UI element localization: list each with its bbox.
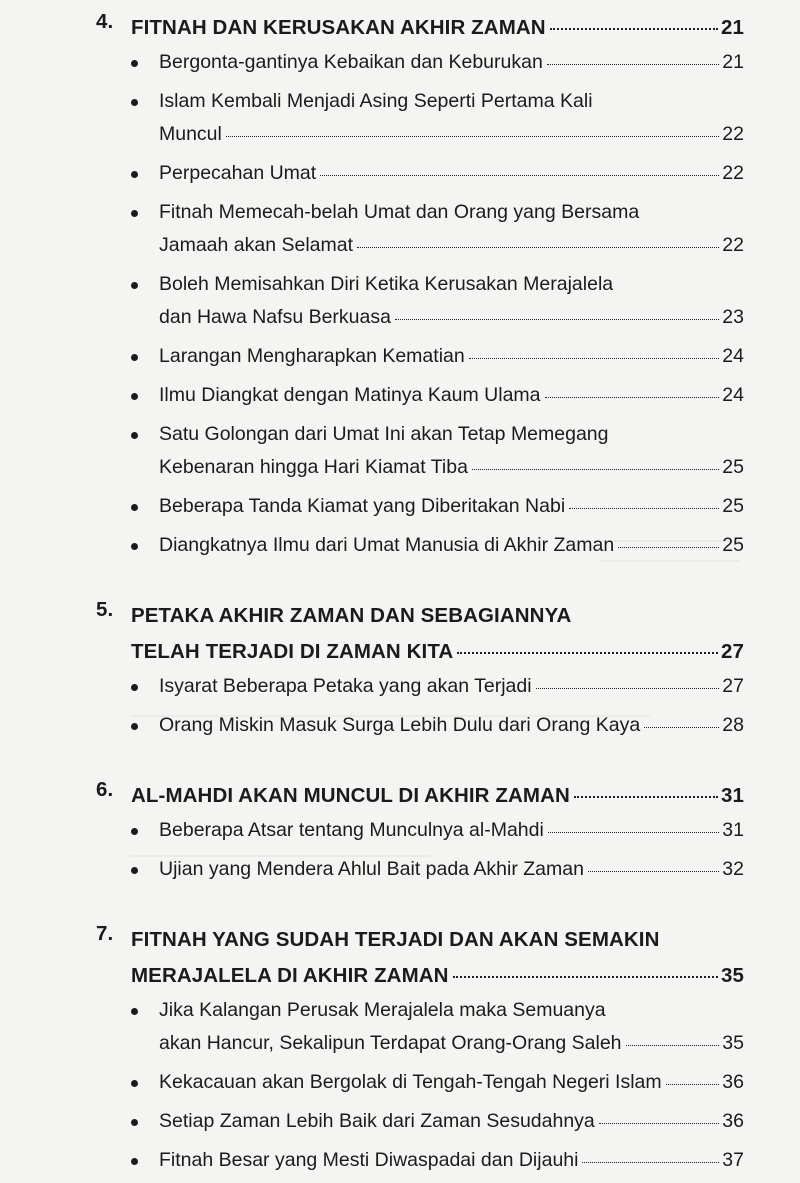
chapter-page-number: 35 xyxy=(720,964,744,987)
bullet-icon xyxy=(131,684,138,691)
subitem-line xyxy=(159,1066,744,1099)
toc-subitem[interactable] xyxy=(131,670,744,703)
dot-leader xyxy=(457,652,718,654)
subitem-title: Isyarat Beberapa Petaka yang akan Terjadi xyxy=(159,675,532,697)
dot-leader xyxy=(226,136,719,137)
toc-chapter xyxy=(0,10,800,562)
toc-subitem[interactable] xyxy=(131,85,744,151)
bullet-icon xyxy=(131,1008,138,1015)
chapter-heading[interactable] xyxy=(96,10,744,46)
toc-subitem[interactable] xyxy=(131,1066,744,1099)
bullet-icon xyxy=(131,432,138,439)
toc-chapter xyxy=(0,598,800,742)
subitem-page-number: 22 xyxy=(722,234,744,256)
subitem-title: Jika Kalangan Perusak Merajalela maka Semuanya xyxy=(159,999,606,1021)
toc-subitem[interactable] xyxy=(131,196,744,262)
dot-leader xyxy=(545,397,720,398)
chapter-spacer xyxy=(0,568,800,598)
subitem-title: Perpecahan Umat xyxy=(159,162,317,184)
dot-leader xyxy=(569,508,719,509)
subitem-page-number: 36 xyxy=(722,1071,744,1093)
chapter-spacer xyxy=(0,892,800,922)
dot-leader xyxy=(626,1045,720,1046)
dot-leader xyxy=(550,28,718,30)
dot-leader xyxy=(547,64,720,65)
dot-leader xyxy=(574,796,718,798)
toc-subitem[interactable] xyxy=(131,157,744,190)
subitem-title: akan Hancur, Sekalipun Terdapat Orang-Orang Saleh xyxy=(159,1032,622,1054)
subitem-title: Ujian yang Mendera Ahlul Bait pada Akhir Zaman xyxy=(159,858,584,880)
bullet-icon xyxy=(131,171,138,178)
subitem-line xyxy=(159,301,744,334)
chapter-title-line xyxy=(96,10,744,46)
subitem-title: dan Hawa Nafsu Berkuasa xyxy=(159,306,391,328)
toc-subitem[interactable] xyxy=(131,814,744,847)
chapter-spacer xyxy=(0,748,800,778)
dot-leader xyxy=(357,247,719,248)
subitem-title: Beberapa Atsar tentang Munculnya al-Mahdi xyxy=(159,819,544,841)
subitem-line xyxy=(159,1105,744,1138)
subitem-title: Islam Kembali Menjadi Asing Seperti Pertama Kali xyxy=(159,90,593,112)
subitem-line xyxy=(159,529,744,562)
toc-subitem[interactable] xyxy=(131,853,744,886)
chapter-title-line xyxy=(96,778,744,814)
chapter-number: 5. xyxy=(96,598,114,621)
subitem-line xyxy=(159,670,744,703)
subitem-line xyxy=(159,1144,744,1177)
subitem-page-number: 24 xyxy=(722,384,744,406)
subitem-title: Larangan Mengharapkan Kematian xyxy=(159,345,465,367)
subitem-title: Fitnah Memecah-belah Umat dan Orang yang Bersama xyxy=(159,201,640,223)
subitem-page-number: 35 xyxy=(722,1032,744,1054)
dot-leader xyxy=(582,1162,719,1163)
subitem-page-number: 27 xyxy=(722,675,744,697)
chapter-page-number: 27 xyxy=(720,640,744,663)
subitem-line xyxy=(159,229,744,262)
table-of-contents xyxy=(0,10,800,1183)
toc-chapter xyxy=(0,922,800,1177)
subitem-line xyxy=(159,853,744,886)
dot-leader xyxy=(472,469,719,470)
subitem-line xyxy=(159,814,744,847)
chapter-heading[interactable] xyxy=(96,778,744,814)
subitem-line xyxy=(159,490,744,523)
subitem-page-number: 22 xyxy=(722,123,744,145)
subitem-page-number: 22 xyxy=(722,162,744,184)
subitem-title: Boleh Memisahkan Diri Ketika Kerusakan Merajalela xyxy=(159,273,614,295)
bullet-icon xyxy=(131,828,138,835)
chapter-title-line xyxy=(96,634,744,670)
subitem-page-number: 25 xyxy=(722,534,744,556)
subitem-line xyxy=(159,1027,744,1060)
bullet-icon xyxy=(131,543,138,550)
chapter-number: 4. xyxy=(96,10,114,33)
toc-chapter xyxy=(0,778,800,886)
toc-subitem[interactable] xyxy=(131,1105,744,1138)
subitem-page-number: 28 xyxy=(722,714,744,736)
subitem-line xyxy=(159,157,744,190)
subitem-title: Setiap Zaman Lebih Baik dari Zaman Sesudahnya xyxy=(159,1110,595,1132)
subitem-page-number: 23 xyxy=(722,306,744,328)
bullet-icon xyxy=(131,1119,138,1126)
subitem-line xyxy=(159,451,744,484)
chapter-page-number: 31 xyxy=(720,784,744,807)
subitem-title: Kebenaran hingga Hari Kiamat Tiba xyxy=(159,456,468,478)
dot-leader xyxy=(469,358,720,359)
bullet-icon xyxy=(131,723,138,730)
dot-leader xyxy=(320,175,719,176)
bullet-icon xyxy=(131,354,138,361)
bullet-icon xyxy=(131,60,138,67)
subitem-page-number: 37 xyxy=(722,1149,744,1171)
subitem-title: Orang Miskin Masuk Surga Lebih Dulu dari Orang Kaya xyxy=(159,714,641,736)
toc-subitem[interactable] xyxy=(131,379,744,412)
bullet-icon xyxy=(131,393,138,400)
subitem-title: Kekacauan akan Bergolak di Tengah-Tengah Negeri Islam xyxy=(159,1071,662,1093)
subitem-line xyxy=(159,118,744,151)
subitem-page-number: 25 xyxy=(722,456,744,478)
toc-subitem[interactable] xyxy=(131,490,744,523)
subitem-line xyxy=(159,709,744,742)
chapter-number: 6. xyxy=(96,778,114,801)
toc-subitem[interactable] xyxy=(131,268,744,334)
subitem-line xyxy=(159,340,744,373)
dot-leader xyxy=(618,547,719,548)
bullet-icon xyxy=(131,1158,138,1165)
dot-leader xyxy=(599,1123,720,1124)
subitem-title: Bergonta-gantinya Kebaikan dan Keburukan xyxy=(159,51,543,73)
subitem-title: Satu Golongan dari Umat Ini akan Tetap Memegang xyxy=(159,423,609,445)
toc-subitem[interactable] xyxy=(131,529,744,562)
chapter-title: TELAH TERJADI DI ZAMAN KITA xyxy=(131,640,454,663)
subitem-page-number: 21 xyxy=(722,51,744,73)
chapter-subitems xyxy=(131,46,744,562)
subitem-title: Beberapa Tanda Kiamat yang Diberitakan Nabi xyxy=(159,495,566,517)
bullet-icon xyxy=(131,867,138,874)
dot-leader xyxy=(395,319,719,320)
chapter-heading[interactable] xyxy=(96,598,744,670)
chapter-title: FITNAH YANG SUDAH TERJADI DAN AKAN SEMAKIN xyxy=(131,928,660,951)
chapter-subitems xyxy=(131,814,744,886)
subitem-title: Fitnah Besar yang Mesti Diwaspadai dan Dijauhi xyxy=(159,1149,579,1171)
chapter-page-number: 21 xyxy=(720,16,744,39)
toc-subitem[interactable] xyxy=(131,46,744,79)
dot-leader xyxy=(453,976,718,978)
toc-subitem[interactable] xyxy=(131,340,744,373)
chapter-title-line xyxy=(96,958,744,994)
subitem-title: Diangkatnya Ilmu dari Umat Manusia di Akhir Zaman xyxy=(159,534,615,556)
bullet-icon xyxy=(131,282,138,289)
chapter-title: AL-MAHDI AKAN MUNCUL DI AKHIR ZAMAN xyxy=(131,784,570,807)
dot-leader xyxy=(536,688,720,689)
subitem-page-number: 31 xyxy=(722,819,744,841)
subitem-title: Muncul xyxy=(159,123,222,145)
chapter-title: FITNAH DAN KERUSAKAN AKHIR ZAMAN xyxy=(131,16,546,39)
subitem-page-number: 24 xyxy=(722,345,744,367)
toc-subitem[interactable] xyxy=(131,1144,744,1177)
chapter-title-line xyxy=(96,922,744,958)
subitem-line xyxy=(159,379,744,412)
chapter-heading[interactable] xyxy=(96,922,744,994)
subitem-line xyxy=(159,46,744,79)
chapter-title-line xyxy=(96,598,744,634)
dot-leader xyxy=(666,1084,720,1085)
subitem-page-number: 32 xyxy=(722,858,744,880)
chapter-number: 7. xyxy=(96,922,114,945)
bullet-icon xyxy=(131,210,138,217)
toc-subitem[interactable] xyxy=(131,994,744,1060)
subitem-page-number: 36 xyxy=(722,1110,744,1132)
toc-subitem[interactable] xyxy=(131,709,744,742)
subitem-title: Ilmu Diangkat dengan Matinya Kaum Ulama xyxy=(159,384,541,406)
subitem-title: Jamaah akan Selamat xyxy=(159,234,354,256)
dot-leader xyxy=(588,871,719,872)
chapter-title: PETAKA AKHIR ZAMAN DAN SEBAGIANNYA xyxy=(131,604,572,627)
dot-leader xyxy=(644,727,719,728)
chapter-subitems xyxy=(131,994,744,1177)
chapter-subitems xyxy=(131,670,744,742)
bullet-icon xyxy=(131,504,138,511)
dot-leader xyxy=(548,832,719,833)
chapter-title: MERAJALELA DI AKHIR ZAMAN xyxy=(131,964,449,987)
subitem-page-number: 25 xyxy=(722,495,744,517)
bullet-icon xyxy=(131,1080,138,1087)
bullet-icon xyxy=(131,99,138,106)
toc-subitem[interactable] xyxy=(131,418,744,484)
